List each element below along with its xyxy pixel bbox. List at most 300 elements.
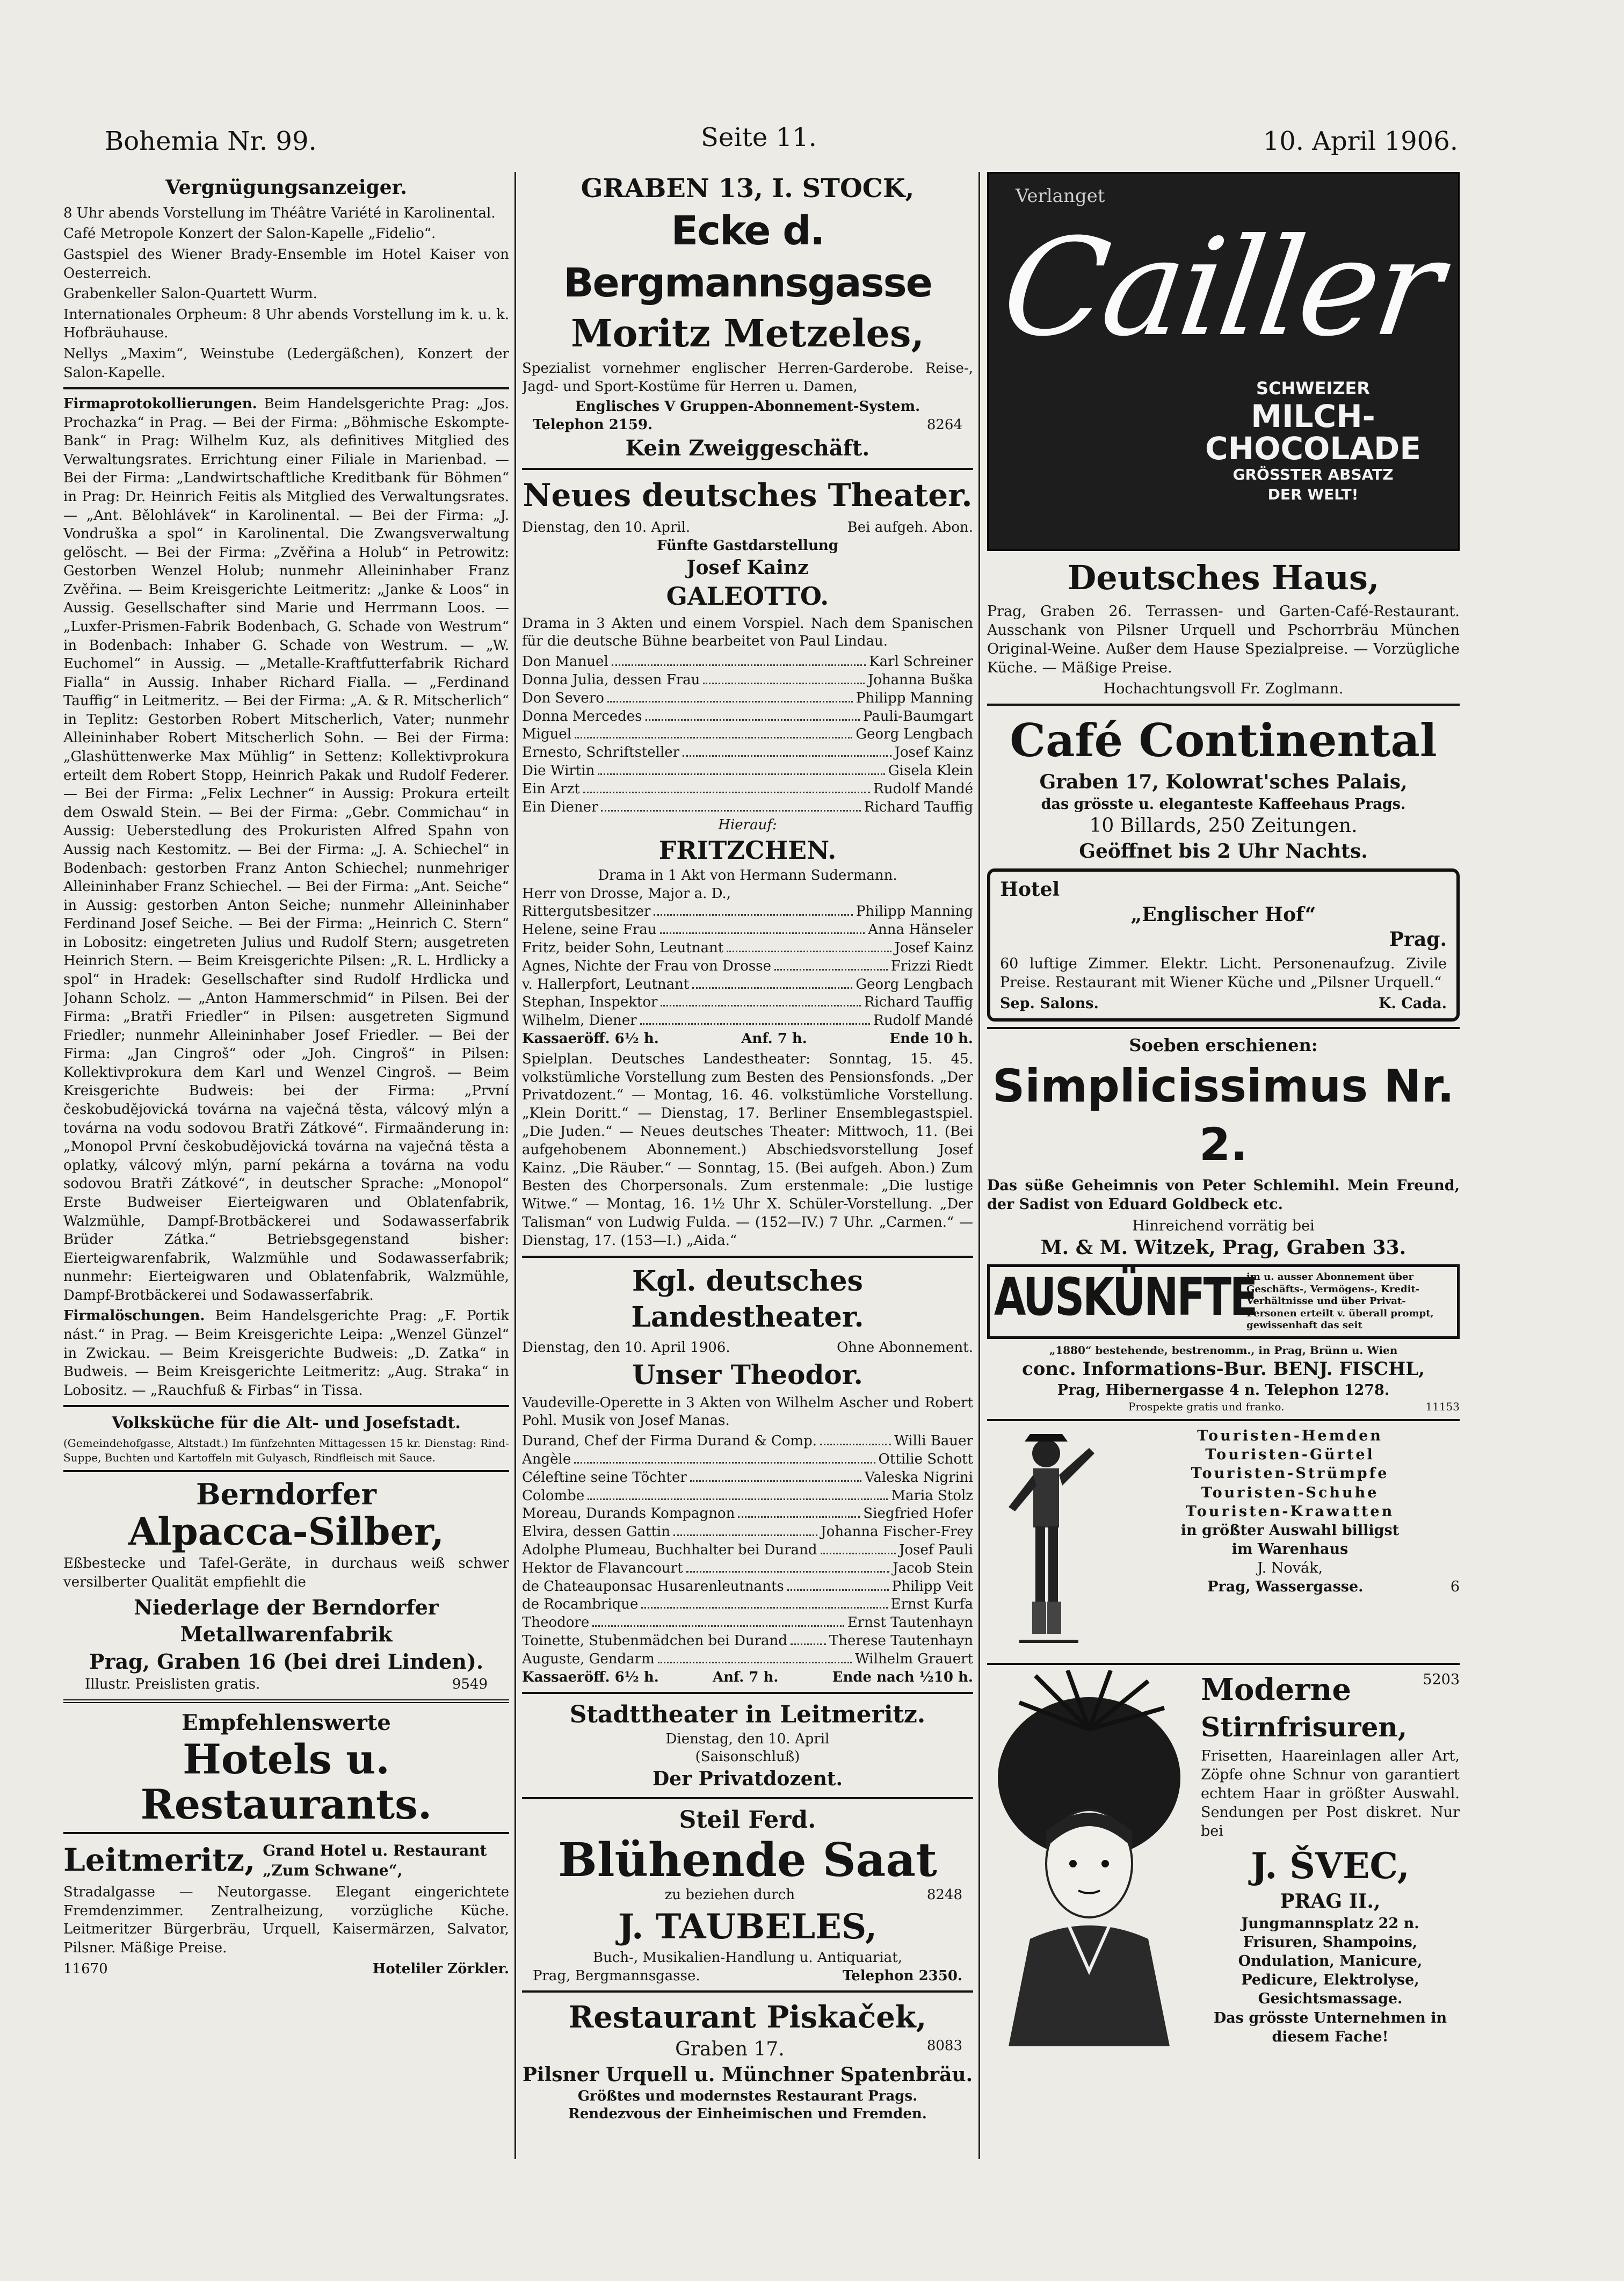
svec-description: Frisetten, Haareinlagen aller Art, Zöpfe ohne Schnur von garantiert echtem Haar in größter Auswahl. Sendungen per Post diskret. Nur bei xyxy=(1201,1748,1460,1840)
cast-row xyxy=(522,653,973,671)
simplicissimus-available: Hinreichend vorrätig bei xyxy=(1132,1217,1315,1234)
play-description: Drama in 1 Akt von Hermann Sudermann. xyxy=(598,867,897,884)
play-title: FRITZCHEN. xyxy=(658,836,837,865)
cast-row xyxy=(522,939,973,958)
metzeles-text: Spezialist vornehmer englischer Herren-Garderobe. Reise-, Jagd- und Sport-Kostüme für Herren u. Damen, xyxy=(522,360,973,395)
cast-role: Wilhelm, Diener xyxy=(522,1012,637,1029)
cast-row xyxy=(522,976,973,994)
leitmeritz-text: Stradalgasse — Neutorgasse. Elegant eingerichtete Fremdenzimmer. Zentralheizung, vorzügliche Küche. Leitmeritzer Bürgerbräu, Urquell, Kaisermärzen, Salvator, Pilsner. Mäßige Preise. xyxy=(63,1884,509,1957)
cast-role: Stephan, Inspektor xyxy=(522,994,658,1011)
leader-dots xyxy=(703,683,865,684)
cast-actor: Josef Kainz xyxy=(894,940,973,957)
auskuenfte-title: AUSKÜNFTE xyxy=(994,1267,1257,1328)
theater-date-row xyxy=(522,1339,973,1357)
cast-row xyxy=(522,1505,973,1523)
cafe-claim: das grösste u. eleganteste Kaffeehaus Prags. xyxy=(1041,796,1406,813)
cast-role: Ein Diener xyxy=(522,799,598,815)
divider xyxy=(522,1990,973,1993)
list-item: 8 Uhr abends Vorstellung im Théâtre Variété in Karolinental. xyxy=(63,205,496,221)
leader-dots xyxy=(727,951,891,952)
issue-date: 10. April 1906. xyxy=(1263,126,1458,156)
article-body: Beim Handelsgerichte Prag: „F. Portik nást.“ in Prag. — Beim Kreisgerichte Leipa: „Wenzel Günzel“ in Zwickau. — Beim Kreisgerichte Budweis: „D. Zatka“ in Budweis. — Beim Kreisgerichte Leitmeritz: „Aug. Straka“ in Lobositz. — „Rauchfuß & Firbas“ in Tissa. xyxy=(63,1308,509,1399)
cast-role: Miguel xyxy=(522,726,572,743)
theater-title: Neues deutsches Theater. xyxy=(523,476,973,513)
cafe-continental-ad xyxy=(987,711,1460,864)
cast-actor: Ottilie Schott xyxy=(878,1451,973,1467)
ad-number: 9549 xyxy=(452,1676,488,1693)
berndorfer-title: Berndorfer xyxy=(196,1477,376,1512)
auskuenfte-box xyxy=(987,1264,1460,1339)
leader-dots xyxy=(821,1553,896,1554)
spielplan-text: Spielplan. Deutsches Landestheater: Sonntag, 15. 45. volkstümliche Vorstellung zum Besten des Pensionsfonds. „Der Privatdozent.“ — Montag, 16. 46. volkstümliche Vorstellung. „Klein Doritt.“ — Dienstag, 17. Berliner Ensemblegastspiel. „Die Juden.“ — Neues deutsches Theater: Mittwoch, 11. (Bei aufgehobenem Abonnement.) Abschiedsvorstellung Josef Kainz. „Die Räuber.“ — Sonntag, 15. (Bei aufgeh. Abon.) Zum Besten des Chorpersonals. Zum erstenmale: „Die lustige Witwe.“ — Montag, 16. 1½ Uhr X. Schüler-Vorstellung. „Der Talisman“ von Ludwig Fulda. — (152—IV.) 7 Uhr. „Carmen.“ — Dienstag, 17. (153—I.) „Aida.“ xyxy=(522,1051,973,1249)
season-note: (Saisonschluß) xyxy=(695,1749,800,1765)
cast-role: Angèle xyxy=(522,1451,571,1467)
divider xyxy=(63,1832,509,1834)
leader-dots xyxy=(640,1023,871,1025)
leader-dots xyxy=(641,1607,887,1609)
cast-row xyxy=(522,1432,973,1451)
leader-dots xyxy=(661,1005,860,1006)
leader-dots xyxy=(787,1589,889,1591)
svec-text xyxy=(1201,1670,1460,2046)
taubeles-address: Prag, Bergmannsgasse. xyxy=(533,1967,700,1984)
divider xyxy=(63,1699,509,1703)
divider xyxy=(63,1405,509,1407)
theater-title: Stadttheater in Leitmeritz. xyxy=(569,1701,926,1729)
leader-dots xyxy=(575,737,852,738)
leitmeritz-footer xyxy=(63,1960,509,1979)
cast-row xyxy=(522,690,973,708)
touristen-list xyxy=(1120,1426,1460,1520)
simplicissimus-text: Das süße Geheimnis von Peter Schlemihl. Mein Freund, der Sadist von Eduard Goldbeck etc. xyxy=(987,1177,1460,1213)
svec-header-row xyxy=(1201,1670,1460,1710)
berndorfer-address: Prag, Graben 16 (bei drei Linden). xyxy=(89,1649,484,1674)
cast-row xyxy=(522,1451,973,1469)
stadttheater-leitmeritz xyxy=(522,1699,973,1792)
cast-row xyxy=(522,1560,973,1578)
leitmeritz-hotel-name: Grand Hotel u. Restaurant „Zum Schwane“, xyxy=(263,1841,487,1879)
cast-actor: Valeska Nigrini xyxy=(865,1469,973,1486)
neues-deutsches-theater xyxy=(522,475,973,1250)
taubeles-address-row xyxy=(522,1967,973,1986)
article-heading: Firmalöschungen. xyxy=(63,1308,205,1324)
play-description: Drama in 3 Akten und einem Vorspiel. Nach dem Spanischen für die deutsche Bühne bearbeitet von Paul Lindau. xyxy=(522,615,973,650)
theater-date: Dienstag, den 10. April xyxy=(665,1730,830,1747)
ad-number: 8083 xyxy=(926,2038,962,2054)
list-item: Internationales Orpheum: 8 Uhr abends Vorstellung im k. u. k. Hofbräuhause. xyxy=(63,306,509,342)
hotel-text: 60 luftige Zimmer. Elektr. Licht. Personenaufzug. Zivile Preise. Restaurant mit Wiener Küche und „Pilsner Urquell.“ xyxy=(1000,955,1447,991)
cast-actor: Wilhelm Grauert xyxy=(855,1650,973,1667)
auskuenfte-ad xyxy=(987,1264,1460,1414)
book-author: Steil Ferd. xyxy=(679,1806,816,1834)
cast-actor: Philipp Manning xyxy=(856,903,973,920)
book-title: Blühende Saat xyxy=(558,1833,937,1888)
start-time: Anf. 7 h. xyxy=(741,1031,807,1047)
cailler-line: CHOCOLADE xyxy=(1205,430,1421,467)
column-rule-1 xyxy=(514,172,516,2159)
cast-role: Don Severo xyxy=(522,690,604,706)
firmaloeschungen-article xyxy=(63,1307,509,1400)
svec-claim: Das grösste Unternehmen in diesem Fache! xyxy=(1213,2009,1447,2045)
cast-role: de Rocambrique xyxy=(522,1596,639,1613)
touristen-line: J. Novák, xyxy=(1257,1559,1323,1576)
cailler-line: SCHWEIZER xyxy=(1256,378,1371,399)
cast-role: Donna Mercedes xyxy=(522,708,642,725)
divider xyxy=(987,1663,1460,1665)
simplicissimus-address: M. & M. Witzek, Prag, Graben 33. xyxy=(1040,1236,1407,1259)
touristen-address-row xyxy=(1120,1577,1460,1596)
hotel-city: Prag. xyxy=(1389,928,1447,951)
svec-subtitle: Stirnfrisuren, xyxy=(1201,1711,1408,1743)
cast-actor: Philipp Manning xyxy=(856,690,973,706)
cast-actor: Johanna Fischer-Frey xyxy=(821,1524,973,1540)
cast-row xyxy=(522,762,973,780)
leader-dots xyxy=(683,755,891,757)
divider xyxy=(522,1797,973,1799)
cast-actor: Ernst Tautenhayn xyxy=(847,1614,973,1631)
divider xyxy=(522,468,973,470)
cast-list xyxy=(522,885,973,1030)
cast-row xyxy=(522,744,973,762)
cailler-text xyxy=(1179,378,1447,504)
cast-actor: Josef Kainz xyxy=(894,744,973,761)
article-body: Beim Handelsgerichte Prag: „Jos. Prochazka“ in Prag. — Bei der Firma: „Böhmische Eskompte-Bank“ in Prag: Wilhelm Kuz, als definitives Mitglied des Verwaltungsrates. Errichtung einer Filiale in Marienbad. — Bei der Firma: „Landwirtschaftliche Kreditbank für Böhmen“ in Prag: Dr. Heinrich Feitis als Mitglied des Verwaltungsrates. — „Ant. Bělohlávek“ in Karolinental. — Bei der Firma: „J. Vondruška a spol“ in Karolinental. Die Zwangsverwaltung gelöscht. — Bei der Firma: „Zvěřina a Holub“ in Petrowitz: Gestorben Wenzel Holub; nunmehr Alleininhaber Franz Zvěřina. — Beim Kreisgerichte Leitmeritz: „Janke & Loos“ in Aussig. Gesellschafter sind Marie und Herrmann Loos. — „Luxfer-Prismen-Fabrik Bodenbach, G. Schade von Westrum“ in Bodenbach: Inhaber G. Schade von Westrum. — „W. Euchomel“ in Aussig. — „Metalle-Kraftfutterfabrik Richard Fialla“ in Aussig. Inhaber Richard Fialla. — „Ferdinand Tauffig“ in Leitmeritz. — Bei der Firma: „A. & R. Mitscherlich“ in Teplitz: Gestorben Robert Mitscherlich, Vater; nunmehr Alleininhaber Robert Mitscherlich Sohn. — Bei der Firma: „Glashüttenwerke Max Mühlig“ in Settenz: Kollektivprokura erteilt dem Robert Stopp, Heinrich Pakak und Rudolf Federer. — Bei der Firma: „Felix Lechner“ in Aussig: Prokura erteilt dem Oswald Stein. — Bei der Firma: „Gebr. Commichau“ in Aussig: Ueberstedlung des Prokuristen Alfred Spahn von Aussig nach Kestomitz. — Bei der Firma: „J. A. Schiechel“ in Bodenbach: gestorben Franz Anton Schiechel; nunmehriger Alleininhaber Franz Schiechel. — Bei der Firma: „Ant. Seiche“ in Aussig: gestorben Anton Seiche; nunmehr Alleininhaber Ferdinand Josef Seiche. — Bei der Firma: „Heinrich C. Stern“ in Lobositz: eingetreten Julius und Rudolf Stern; ausgetreten Heinrich Stern. — Beim Kreisgerichte Pilsen: „R. L. Hrdlicky a spol“ in Hradek: Gesellschafter sind Rudolf Hrdlicka und Johann Scholz. — „Anton Hammerschmid“ in Pilsen. Bei der Firma: „Bratři Friedler“ in Pilsen: ausgetreten Sigmund Friedler; nunmehr Alleininhaber Josef Friedler. — Bei der Firma: „Jan Cingroš“ oder „Joh. Cingroš“ in Pilsen: Kollektivprokura dem Karl und Wenzel Cingroš. — Beim Kreisgerichte Budweis: bei der Firma: „První českobudějovická továrna na vaječná těsta, válcový mlýn a továrna na vodu sodovou Bratři Zátkové“. Firmaänderung in: „Monopol První českobudějovická továrna na vaječná těsta a oplatky, válcový mlýn, parní pekárna a továrna na vodu sodovou Bratři Zátkové“, in deutscher Sprache: „Monopol“ Erste Budweiser Eierteigwaren und Oblatenfabrik, Walzmühle, Dampf-Brotbäckerei und Sodawasserfabrik Brüder Zátka.“ Betriebsgegenstand bisher: Eierteigwarenfabrik, Walzmühle und Sodawasserfabrik; nunmehr: Eierteigwaren und Oblatenfabrik, Walzmühle, Dampf-Brotbäckerei und Sodawasserfabrik. xyxy=(63,396,509,1304)
cast-role: Ernesto, Schriftsteller xyxy=(522,744,680,761)
list-item: Grabenkeller Salon-Quartett Wurm. xyxy=(63,286,317,302)
vergnuegungsanzeiger-heading: Vergnügungsanzeiger. xyxy=(165,176,407,199)
cast-row xyxy=(522,1012,973,1030)
leader-dots xyxy=(686,1571,890,1573)
berndorfer-subtitle: Alpacca-Silber, xyxy=(128,1509,445,1554)
cast-row xyxy=(522,958,973,976)
cast-role: Ein Arzt xyxy=(522,780,580,797)
cast-role: Helene, seine Frau xyxy=(522,922,657,938)
englischer-hof-ad xyxy=(987,868,1460,1022)
theater-date: Dienstag, den 10. April. xyxy=(522,519,691,536)
cast-role: Durand, Chef der Firma Durand & Comp. xyxy=(522,1433,817,1450)
leitmeritz-town: Leitmeritz, xyxy=(63,1842,256,1879)
leader-dots xyxy=(791,1643,826,1645)
touristen-item: Touristen-Gürtel xyxy=(1205,1446,1375,1464)
metzeles-system: Englisches V Gruppen-Abonnement-System. xyxy=(575,399,920,415)
theater-title: Kgl. deutsches Landestheater. xyxy=(631,1264,864,1334)
piskacek-ad xyxy=(522,1998,973,2124)
volkskueche-heading: Volksküche für die Alt- und Josefstadt. xyxy=(112,1414,461,1433)
piskacek-address-row xyxy=(522,2037,973,2062)
ad-number: 5203 xyxy=(1423,1671,1460,1689)
cast-row xyxy=(522,1596,973,1614)
leader-dots xyxy=(592,1625,844,1627)
svec-address: Jungmannsplatz 22 n. xyxy=(1241,1915,1419,1932)
cailler-line: GRÖSSTER ABSATZ xyxy=(1233,466,1394,484)
auskuenfte-line: „1880“ bestehende, bestrenomm., in Prag, Brünn u. Wien xyxy=(1049,1343,1398,1357)
box-office-time: Kassaeröff. 6½ h. xyxy=(522,1669,659,1685)
divider xyxy=(63,1470,509,1472)
cast-actor: Siegfried Hofer xyxy=(863,1505,973,1522)
touristen-item: Touristen-Strümpfe xyxy=(1191,1465,1389,1482)
cast-actor: Philipp Veit xyxy=(891,1578,973,1595)
cast-row xyxy=(522,1614,973,1632)
end-time: Ende nach ½10 h. xyxy=(832,1669,973,1685)
svec-name: J. ŠVEC, xyxy=(1251,1844,1410,1887)
leader-dots xyxy=(612,664,866,666)
landestheater xyxy=(522,1263,973,1687)
leader-dots xyxy=(820,1444,891,1445)
auskuenfte-footer xyxy=(987,1400,1460,1414)
cast-actor: Georg Lengbach xyxy=(856,976,973,993)
list-item: Gastspiel des Wiener Brady-Ensemble im Hotel Kaiser von Oesterreich. xyxy=(63,247,509,281)
ad-number: 8248 xyxy=(926,1886,962,1903)
volkskueche-text: (Gemeindehofgasse, Altstadt.) Im fünfzehnten Mittagessen 15 kr. Dienstag: Rind-Suppe, Buchten und Kartoffeln mit Gulyasch, Rindfleisch mit Sauce. xyxy=(63,1437,509,1464)
cast-role: Toinette, Stubenmädchen bei Durand xyxy=(522,1632,788,1649)
cafe-address: Graben 17, Kolowrat'sches Palais, xyxy=(1039,771,1408,794)
svec-ad xyxy=(987,1670,1460,2046)
deutsches-haus-signature: Hochachtungsvoll Fr. Zoglmann. xyxy=(1103,680,1344,697)
cast-row xyxy=(522,726,973,744)
metzeles-phone: Telephon 2159. xyxy=(533,417,653,433)
cast-actor: Richard Tauffig xyxy=(864,799,973,815)
taubeles-available: zu beziehen durch xyxy=(664,1886,795,1903)
taubeles-row xyxy=(522,1886,973,1905)
cailler-line: DER WELT! xyxy=(1267,485,1359,503)
touristen-address: Prag, Wassergasse. xyxy=(1207,1578,1364,1595)
cast-role: Donna Julia, dessen Frau xyxy=(522,671,700,688)
berndorfer-pricelist: Illustr. Preislisten gratis. xyxy=(85,1676,260,1693)
cast-actor: Therese Tautenhayn xyxy=(829,1632,973,1649)
touristen-ad xyxy=(987,1426,1460,1657)
cast-actor: Georg Lengbach xyxy=(856,726,973,743)
theater-date-row xyxy=(522,519,973,537)
cast-role: Adolphe Plumeau, Buchhalter bei Durand xyxy=(522,1541,817,1558)
touristen-line: im Warenhaus xyxy=(1231,1540,1349,1558)
cast-actor: Rudolf Mandé xyxy=(873,1012,973,1029)
metzeles-no-branch: Kein Zweiggeschäft. xyxy=(625,435,870,461)
cast-row xyxy=(522,708,973,726)
leader-dots xyxy=(738,1516,860,1518)
berndorfer-ad xyxy=(63,1478,509,1693)
cast-role: Auguste, Gendarm xyxy=(522,1650,655,1667)
ad-number: 11153 xyxy=(1425,1400,1460,1414)
auskuenfte-firm: conc. Informations-Bur. BENJ. FISCHL, xyxy=(1022,1358,1425,1380)
cafe-amenities: 10 Billards, 250 Zeitungen. xyxy=(1089,815,1358,837)
touristen-text xyxy=(1120,1426,1460,1596)
taubeles-business: Buch-, Musikalien-Handlung u. Antiquariat, xyxy=(593,1949,902,1966)
berndorfer-store: Niederlage der Berndorfer Metallwarenfabrik xyxy=(134,1595,439,1647)
vergnuegungsanzeiger-list xyxy=(63,204,509,382)
ad-number: 6 xyxy=(1450,1578,1460,1595)
cast-actor: Frizzi Riedt xyxy=(890,958,973,974)
svec-title: Moderne xyxy=(1201,1672,1351,1708)
theater-times xyxy=(522,1669,973,1687)
cailler-ad xyxy=(987,172,1460,551)
leader-dots xyxy=(660,932,865,934)
start-time: Anf. 7 h. xyxy=(712,1669,779,1685)
divider xyxy=(987,1419,1460,1421)
hotels-restaurants-heading: Hotels u. Restaurants. xyxy=(140,1735,432,1828)
cast-row xyxy=(522,780,973,799)
leader-dots xyxy=(607,701,853,703)
hotel-footer xyxy=(1000,994,1447,1013)
cast-row xyxy=(522,903,973,921)
leader-dots xyxy=(601,810,861,812)
ad-number: 11670 xyxy=(63,1960,108,1977)
cast-role: de Chateauponsac Husarenleutnants xyxy=(522,1578,784,1595)
cast-role: v. Hallerpfort, Leutnant xyxy=(522,976,690,993)
page-number: Seite 11. xyxy=(701,122,817,153)
divider xyxy=(987,1027,1460,1029)
leader-dots xyxy=(588,1498,888,1500)
berndorfer-text: Eßbestecke und Tafel-Geräte, in durchaus weiß schwer versilberter Qualität empfiehlt die xyxy=(63,1555,509,1591)
cast-row xyxy=(522,799,973,817)
simplicissimus-announce: Soeben erschienen: xyxy=(1129,1035,1318,1056)
hotel-name: „Englischer Hof“ xyxy=(1130,903,1316,926)
cast-role: Moreau, Durands Kompagnon xyxy=(522,1505,735,1522)
hotel-salons: Sep. Salons. xyxy=(1000,995,1099,1012)
cast-actor: Josef Pauli xyxy=(899,1541,973,1558)
issue-label: Bohemia Nr. 99. xyxy=(105,126,317,156)
cast-role: Rittergutsbesitzer xyxy=(522,903,651,920)
taubeles-ad xyxy=(522,1805,973,1985)
cast-role: Elvira, dessen Gattin xyxy=(522,1524,671,1540)
auskuenfte-prospects: Prospekte gratis und franko. xyxy=(1128,1400,1285,1414)
cast-row xyxy=(522,1487,973,1505)
leader-dots xyxy=(673,1534,817,1536)
metzeles-corner: Ecke d. Bergmannsgasse xyxy=(563,208,932,306)
empfehlenswerte-heading: Empfehlenswerte xyxy=(182,1710,391,1735)
cast-role: Céleftine seine Töchter xyxy=(522,1469,687,1486)
leader-dots xyxy=(774,969,888,971)
deutsches-haus-ad xyxy=(987,556,1460,698)
theater-date: Dienstag, den 10. April 1906. xyxy=(522,1339,730,1356)
cailler-verlanget: Verlanget xyxy=(1016,185,1105,207)
article-heading: Firmaprotokollierungen. xyxy=(63,396,257,412)
svec-city: PRAG II., xyxy=(1280,1890,1381,1913)
column-3 xyxy=(987,172,1460,2170)
column-1 xyxy=(63,172,509,2159)
cast-actor: Willi Bauer xyxy=(894,1433,973,1450)
deutsches-haus-text: Prag, Graben 26. Terrassen- und Garten-Café-Restaurant. Ausschank von Pilsner Urquell und Pschorrbräu München Original-Weine. Außer dem Hause Spezialpreise. — Vorzügliche Küche. — Mäßige Preise. xyxy=(987,603,1460,676)
theater-abonnement: Bei aufgeh. Abon. xyxy=(847,519,973,536)
ad-number: 8264 xyxy=(926,417,962,433)
cast-row xyxy=(522,1632,973,1650)
leader-dots xyxy=(574,1462,875,1464)
cast-row xyxy=(522,885,973,903)
leitmeritz-header xyxy=(63,1840,509,1881)
leader-dots xyxy=(690,1480,861,1482)
tyrolean-figure-illustration xyxy=(987,1426,1111,1657)
cafe-hours: Geöffnet bis 2 Uhr Nachts. xyxy=(1079,839,1368,863)
cast-row xyxy=(522,1578,973,1596)
leader-dots xyxy=(583,792,871,793)
cailler-logo: Cailler xyxy=(994,209,1449,366)
cast-actor: Gisela Klein xyxy=(888,762,973,779)
cast-row xyxy=(522,1523,973,1541)
play-title: Der Privatdozent. xyxy=(652,1768,843,1791)
leader-dots xyxy=(598,773,885,775)
simplicissimus-ad xyxy=(987,1034,1460,1260)
column-2 xyxy=(522,172,973,2170)
firmaprotokollierungen-article xyxy=(63,395,509,1305)
cast-role: Fritz, beider Sohn, Leutnant xyxy=(522,940,724,957)
cast-role: Die Wirtin xyxy=(522,762,595,779)
touristen-line: in größter Auswahl billigst xyxy=(1180,1522,1400,1539)
guest-performance: Fünfte Gastdarstellung xyxy=(657,538,838,554)
cast-actor: Maria Stolz xyxy=(891,1487,973,1504)
cast-list xyxy=(522,1432,973,1668)
touristen-item: Touristen-Krawatten xyxy=(1185,1503,1395,1520)
cast-row xyxy=(522,671,973,690)
box-office-time: Kassaeröff. 6½ h. xyxy=(522,1031,659,1047)
cast-actor: Johanna Buška xyxy=(867,671,973,688)
cast-row xyxy=(522,1541,973,1560)
divider xyxy=(987,704,1460,706)
divider xyxy=(522,1256,973,1258)
cast-actor: Ernst Kurfa xyxy=(890,1596,973,1613)
hierauf-label: Hierauf: xyxy=(718,817,777,834)
metzeles-address: GRABEN 13, I. STOCK, xyxy=(581,173,915,204)
cast-role: Herr von Drosse, Major a. D., xyxy=(522,885,731,902)
cast-role: Theodore xyxy=(522,1614,590,1631)
guest-actor: Josef Kainz xyxy=(686,556,809,579)
divider xyxy=(522,1692,973,1694)
leitmeritz-hotel-ad xyxy=(63,1840,509,1978)
piskacek-beer: Pilsner Urquell u. Münchner Spatenbräu. xyxy=(522,2063,973,2086)
leitmeritz-signature: Hoteliler Zörkler. xyxy=(372,1960,509,1977)
auskuenfte-address: Prag, Hibernergasse 4 n. Telephon 1278. xyxy=(1057,1382,1390,1399)
cast-row xyxy=(522,921,973,939)
metzeles-name: Moritz Metzeles, xyxy=(571,310,924,356)
list-item: Nellys „Maxim“, Weinstube (Ledergäßchen), Konzert der Salon-Kapelle. xyxy=(63,345,509,381)
play-title: Unser Theodor. xyxy=(632,1358,863,1391)
hotel-label: Hotel xyxy=(1000,878,1060,901)
svec-services: Frisuren, Shampoins, Ondulation, Manicure, Pedicure, Elektrolyse, Gesichtsmassage. xyxy=(1238,1934,1423,2008)
cast-actor: Anna Hänseler xyxy=(868,922,973,938)
end-time: Ende 10 h. xyxy=(889,1031,973,1047)
cast-actor: Pauli-Baumgart xyxy=(862,708,973,725)
play-description: Vaudeville-Operette in 3 Akten von Wilhelm Ascher und Robert Pohl. Musik von Josef Manas. xyxy=(522,1394,973,1429)
metzeles-ad xyxy=(522,172,973,462)
taubeles-phone: Telephon 2350. xyxy=(842,1967,962,1984)
cast-list xyxy=(522,653,973,816)
leader-dots xyxy=(646,719,860,721)
cast-role: Colombe xyxy=(522,1487,585,1504)
cast-row xyxy=(522,1469,973,1487)
list-item: Café Metropole Konzert der Salon-Kapelle „Fidelio“. xyxy=(63,226,436,242)
taubeles-name: J. TAUBELES, xyxy=(618,1906,878,1947)
leader-dots xyxy=(692,987,852,989)
cast-row xyxy=(522,1650,973,1669)
piskacek-address: Graben 17. xyxy=(675,2038,785,2061)
divider xyxy=(63,387,509,389)
leader-dots xyxy=(654,914,853,916)
page-header xyxy=(105,122,1458,160)
theater-abonnement: Ohne Abonnement. xyxy=(837,1339,973,1356)
cast-actor: Richard Tauffig xyxy=(864,994,973,1011)
auskuenfte-right-text: im u. ausser Abonnement über Geschäfts-, Vermögens-, Kredit-Verhältnisse und über Privat-Personen erteilt v. überall prompt, gewissenhaft das seit xyxy=(1246,1271,1434,1331)
leader-dots xyxy=(658,1662,852,1663)
cast-row xyxy=(522,994,973,1012)
cast-actor: Karl Schreiner xyxy=(869,654,973,670)
cast-actor: Jacob Stein xyxy=(893,1560,973,1576)
cast-role: Hektor de Flavancourt xyxy=(522,1560,683,1576)
piskacek-claim: Größtes und modernstes Restaurant Prags. xyxy=(577,2088,918,2104)
simplicissimus-title: Simplicissimus Nr. 2. xyxy=(992,1060,1455,1171)
lady-portrait-illustration xyxy=(987,1670,1191,2046)
column-rule-2 xyxy=(978,172,980,2159)
cast-role: Don Manuel xyxy=(522,654,608,670)
metzeles-phone-row xyxy=(522,416,973,435)
cailler-line: MILCH- xyxy=(1251,397,1375,435)
